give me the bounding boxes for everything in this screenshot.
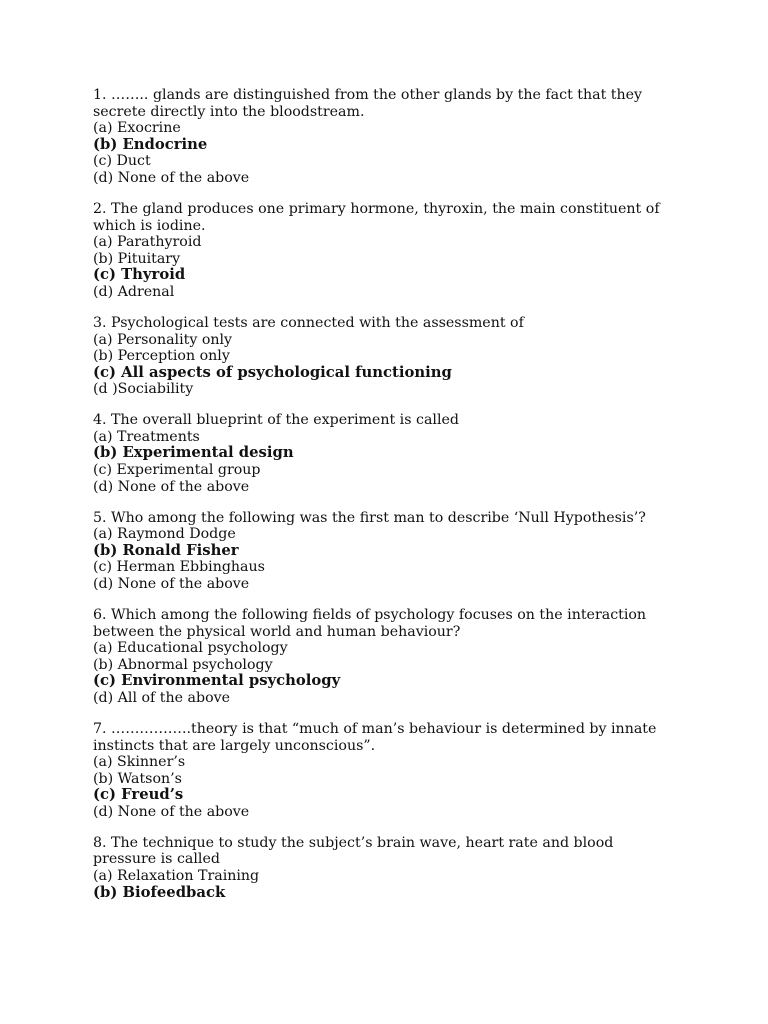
option-b: (b) Abnormal psychology [93, 656, 273, 673]
option-d: (d) Adrenal [93, 283, 175, 300]
option-c-answer: (c) Thyroid [93, 266, 186, 284]
option-c-answer: (c) All aspects of psychological functioning [93, 363, 452, 381]
option-d: (d) None of the above [93, 478, 250, 495]
option-d: (d) All of the above [93, 689, 231, 706]
question-text: 5. Who among the following was the first man to describe ‘Null Hypothesis’? [93, 509, 646, 526]
option-b-answer: (b) Experimental design [93, 444, 294, 462]
option-a: (a) Educational psychology [93, 640, 288, 657]
option-c-answer: (c) Environmental psychology [93, 672, 341, 690]
question-1 [93, 87, 673, 187]
option-a: (a) Personality only [93, 331, 233, 348]
question-3 [93, 315, 673, 398]
question-text: 8. The technique to study the subject’s brain wave, heart rate and blood pressure is called [93, 834, 614, 868]
option-a: (a) Relaxation Training [93, 868, 260, 885]
option-c: (c) Herman Ebbinghaus [93, 559, 265, 576]
option-d: (d) None of the above [93, 803, 250, 820]
option-a: (a) Parathyroid [93, 234, 202, 251]
document-page [93, 87, 673, 916]
option-c-answer: (c) Freud’s [93, 786, 184, 804]
option-a: (a) Treatments [93, 428, 200, 445]
question-2 [93, 201, 673, 301]
option-a: (a) Exocrine [93, 120, 181, 137]
option-b: (b) Perception only [93, 348, 230, 365]
option-b: (b) Watson’s [93, 770, 182, 787]
option-c: (c) Experimental group [93, 462, 261, 479]
question-text: 1. …….. glands are distinguished from the other glands by the fact that they secrete directly into the bloodstream. [93, 87, 643, 120]
option-a: (a) Raymond Dodge [93, 526, 236, 543]
question-text: 6. Which among the following fields of psychology focuses on the interaction between the physical world and human behaviour? [93, 606, 647, 640]
option-c: (c) Duct [93, 153, 151, 170]
option-a: (a) Skinner’s [93, 754, 186, 771]
option-b: (b) Pituitary [93, 250, 181, 267]
option-d: (d) None of the above [93, 169, 250, 186]
option-d: (d) None of the above [93, 576, 250, 592]
option-b-answer: (b) Biofeedback [93, 883, 226, 901]
option-d: (d )Sociability [93, 381, 194, 398]
question-5 [93, 510, 673, 593]
question-text: 2. The gland produces one primary hormone, thyroxin, the main constituent of which is iodine. [93, 200, 660, 234]
question-text: 3. Psychological tests are connected with the assessment of [93, 314, 524, 331]
question-6 [93, 607, 673, 707]
question-text: 7. ……………..theory is that “much of man’s behaviour is determined by innate instincts that are largely unconscious”. [93, 720, 657, 754]
question-7 [93, 721, 673, 821]
question-8 [93, 835, 673, 901]
option-b-answer: (b) Endocrine [93, 135, 208, 153]
option-b-answer: (b) Ronald Fisher [93, 541, 239, 559]
question-text: 4. The overall blueprint of the experiment is called [93, 412, 459, 429]
question-4 [93, 412, 673, 495]
